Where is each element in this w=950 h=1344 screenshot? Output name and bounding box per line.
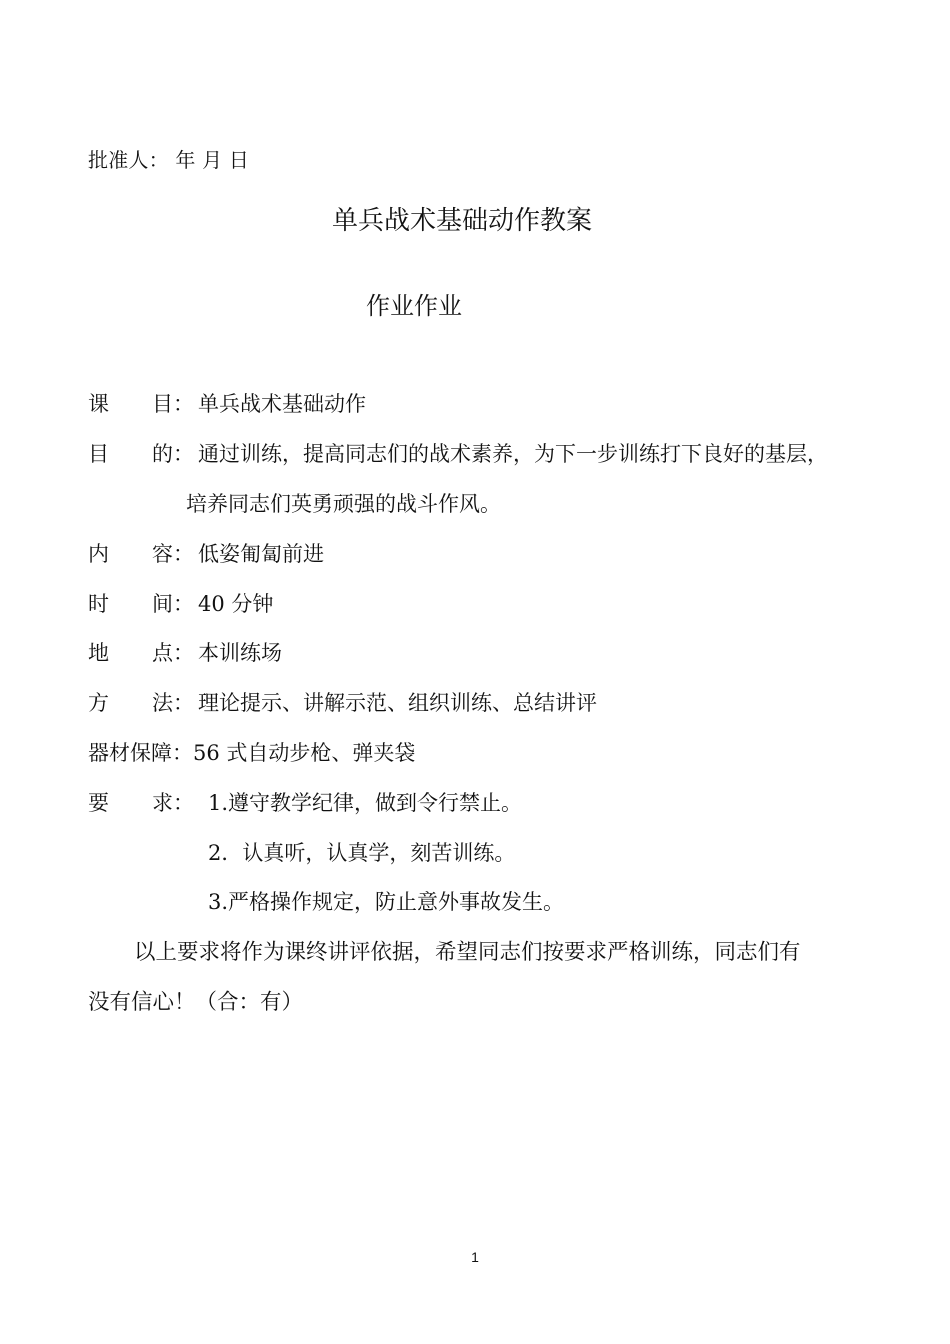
field-content-label-1: 内 bbox=[88, 542, 109, 566]
field-content bbox=[0, 538, 950, 568]
field-time-label-1: 时 bbox=[88, 592, 109, 616]
field-subject-label-1: 课 bbox=[88, 392, 109, 416]
page-number: 1 bbox=[471, 1249, 479, 1265]
closing-paragraph-line-2: 没有信心！（合：有） bbox=[88, 990, 304, 1015]
field-requirements bbox=[0, 787, 950, 817]
field-purpose bbox=[0, 438, 950, 468]
requirement-item-2: 2．认真听，认真学，刻苦训练。 bbox=[208, 841, 516, 865]
closing-paragraph-line-1: 以上要求将作为课终讲评依据，希望同志们按要求严格训练，同志们有 bbox=[134, 940, 801, 965]
document-subtitle: 作业作业 bbox=[366, 292, 462, 320]
field-place-value: 本训练场 bbox=[198, 641, 282, 665]
requirement-item-3: 3.严格操作规定，防止意外事故发生。 bbox=[208, 890, 565, 914]
field-place-label-1: 地 bbox=[88, 641, 109, 665]
field-place-label-2: 点： bbox=[152, 641, 194, 665]
field-place bbox=[0, 637, 950, 667]
document-title: 单兵战术基础动作教案 bbox=[332, 206, 593, 236]
field-method-value: 理论提示、讲解示范、组织训练、总结讲评 bbox=[198, 691, 597, 715]
field-method bbox=[0, 687, 950, 717]
field-subject-label-2: 目： bbox=[152, 392, 194, 416]
field-subject-value: 单兵战术基础动作 bbox=[198, 392, 366, 416]
field-method-label-2: 法： bbox=[152, 691, 194, 715]
field-content-label-2: 容： bbox=[152, 542, 194, 566]
field-purpose-label-1: 目 bbox=[88, 442, 109, 466]
field-time bbox=[0, 588, 950, 618]
field-time-value: 40 分钟 bbox=[198, 592, 274, 616]
field-purpose-value: 通过训练，提高同志们的战术素养，为下一步训练打下良好的基层， bbox=[198, 442, 828, 466]
field-method-label-1: 方 bbox=[88, 691, 109, 715]
approver-line: 批准人： 年 月 日 bbox=[88, 148, 250, 172]
field-equipment: 器材保障：56 式自动步枪、弹夹袋 bbox=[88, 741, 416, 765]
field-requirements-label-2: 求： bbox=[152, 791, 194, 815]
field-content-value: 低姿匍匐前进 bbox=[198, 542, 324, 566]
field-subject bbox=[0, 388, 950, 418]
field-time-label-2: 间： bbox=[152, 592, 194, 616]
field-requirements-label-1: 要 bbox=[88, 791, 109, 815]
field-purpose-label-2: 的： bbox=[152, 442, 194, 466]
field-purpose-continuation: 培养同志们英勇顽强的战斗作风。 bbox=[186, 492, 501, 516]
requirement-item-1: 1.遵守教学纪律，做到令行禁止。 bbox=[208, 791, 523, 815]
